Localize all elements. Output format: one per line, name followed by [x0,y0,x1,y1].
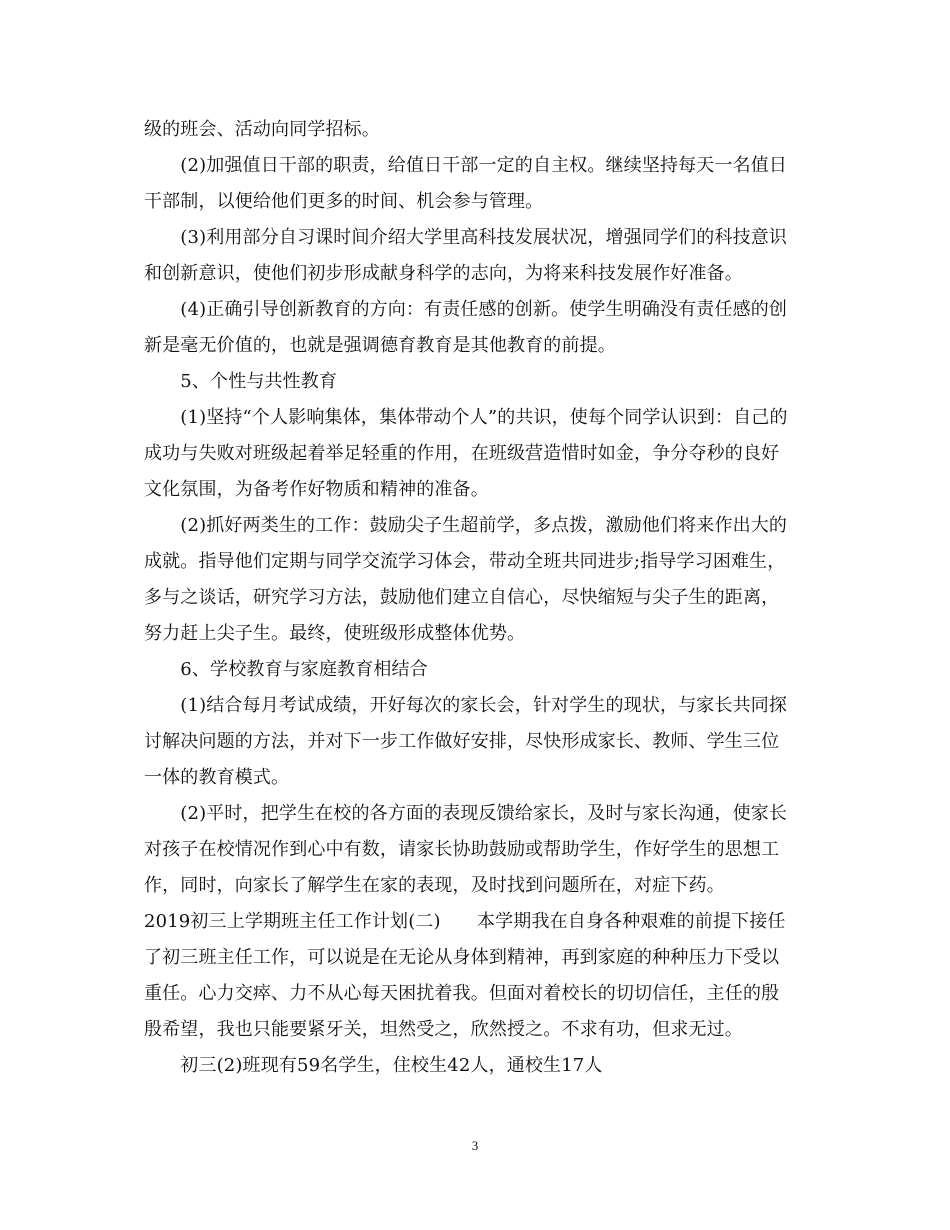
body-line: (2)加强值日干部的职责，给值日干部一定的自主权。继续坚持每天一名值日 [144,155,788,176]
body-line: 殷希望，我也只能要紧牙关，坦然受之，欣然授之。不求有功，但求无过。 [144,1019,743,1040]
body-line: 成功与失败对班级起着举足轻重的作用，在班级营造惜时如金，争分夺秒的良好 [144,443,780,464]
body-line: 多与之谈话，研究学习方法，鼓励他们建立自信心，尽快缩短与尖子生的距离， [144,587,780,608]
body-line: 了初三班主任工作，可以说是在无论从身体到精神，再到家庭的种种压力下受以 [144,947,780,968]
body-line: 新是毫无价值的，也就是强调德育教育是其他教育的前提。 [144,335,616,356]
body-line: 一体的教育模式。 [144,767,290,788]
body-line: (3)利用部分自习课时间介绍大学里高科技发展状况，增强同学们的科技意识 [144,227,788,248]
body-line: 作，同时，向家长了解学生在家的表现，及时找到问题所在，对症下药。 [144,875,725,896]
body-line: 讨解决问题的方法，并对下一步工作做好安排，尽快形成家长、教师、学生三位 [144,731,780,752]
body-line: (2)平时，把学生在校的各方面的表现反馈给家长，及时与家长沟通，使家长 [144,803,788,824]
body-line: (1)结合每月考试成绩，开好每次的家长会，针对学生的现状，与家长共同探 [144,695,788,716]
body-line: (1)坚持“个人影响集体，集体带动个人”的共识，使每个同学认识到：自己的 [144,407,788,428]
body-line: (4)正确引导创新教育的方向：有责任感的创新。使学生明确没有责任感的创 [144,299,788,320]
body-line: 和创新意识，使他们初步形成献身科学的志向，为将来科技发展作好准备。 [144,263,743,284]
body-line: (2)抓好两类生的工作：鼓励尖子生超前学，多点拨，激励他们将来作出大的 [144,515,788,536]
section-heading: 6、学校教育与家庭教育相结合 [144,659,428,680]
body-line: 2019初三上学期班主任工作计划(二) 本学期我在自身各种艰难的前提下接任 [144,911,786,932]
body-line: 文化氛围，为备考作好物质和精神的准备。 [144,479,489,500]
body-line: 重任。心力交瘁、力不从心每天困扰着我。但面对着校长的切切信任，主任的殷 [144,983,780,1004]
body-line: 对孩子在校情况作到心中有数，请家长协助鼓励或帮助学生，作好学生的思想工 [144,839,780,860]
body-line: 成就。指导他们定期与同学交流学习体会，带动全班共同进步;指导学习困难生， [144,551,786,572]
body-line: 级的班会、活动向同学招标。 [144,119,380,140]
body-line: 干部制，以便给他们更多的时间、机会参与管理。 [144,191,544,212]
body-line: 初三(2)班现有59名学生，住校生42人，通校生17人 [144,1055,603,1076]
section-heading: 5、个性与共性教育 [144,371,338,392]
body-line: 努力赶上尖子生。最终，使班级形成整体优势。 [144,623,526,644]
page-number: 3 [471,1138,479,1153]
